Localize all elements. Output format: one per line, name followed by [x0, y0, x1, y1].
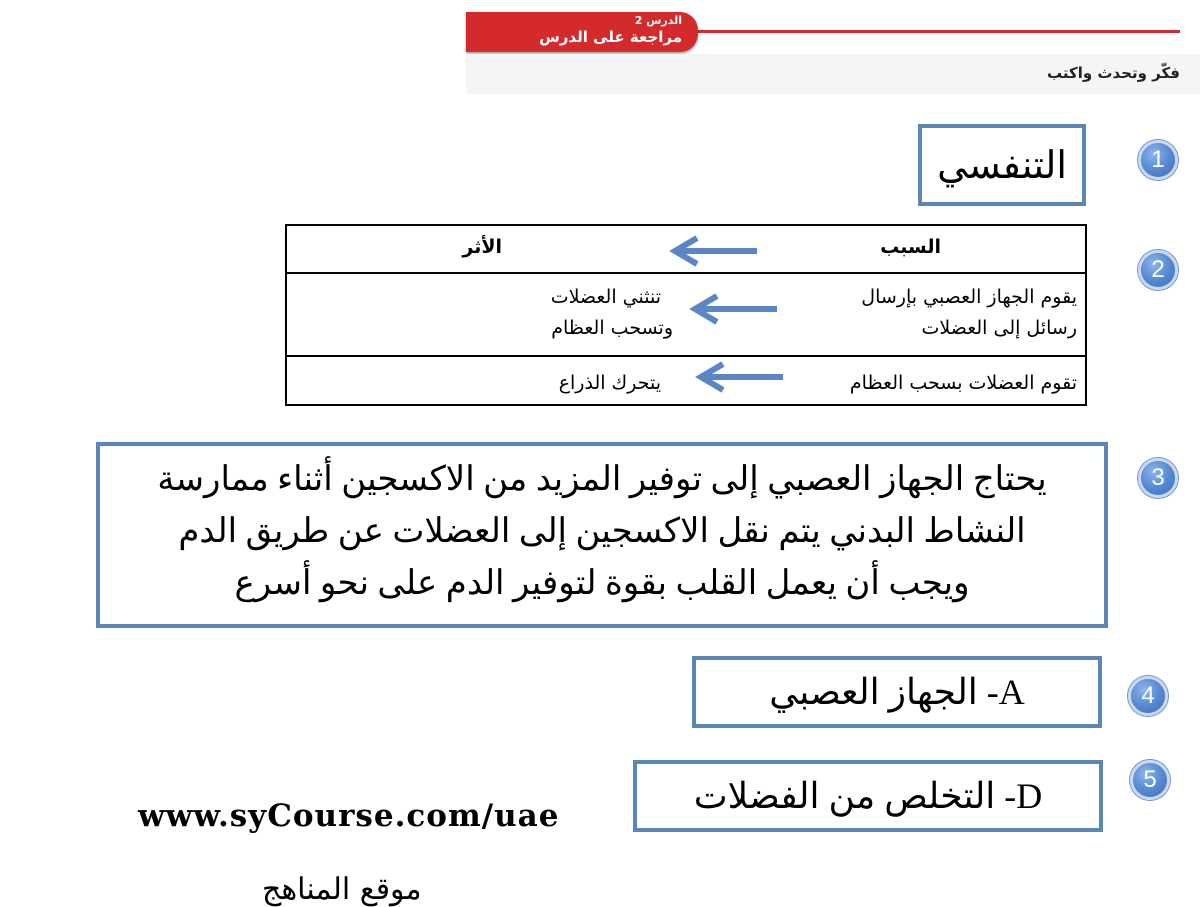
effect-line: تنثني العضلات	[550, 286, 661, 308]
header-cause: السبب	[880, 236, 941, 258]
left-arrow-icon	[687, 292, 779, 326]
section-subtitle: فكّر وتحدث واكتب	[1046, 64, 1180, 82]
table-divider	[287, 355, 1085, 357]
lesson-number: الدرس 2	[634, 14, 682, 27]
answer-box-4: A- الجهاز العصبي	[692, 656, 1102, 728]
question-number-badge: 3	[1138, 458, 1178, 498]
left-arrow-icon	[667, 234, 759, 268]
answer-box-3	[96, 442, 1108, 628]
cause-cell-2: تقوم العضلات بسحب العظام	[849, 372, 1077, 394]
answer-line: يحتاج الجهاز العصبي إلى توفير المزيد من الاكسجين أثناء ممارسة	[157, 461, 1047, 498]
header-rule	[690, 30, 1180, 33]
watermark-url: www.syCourse.com/uae	[138, 798, 560, 834]
question-number-badge: 4	[1128, 676, 1168, 716]
footer-site-name: موقع المناهج	[262, 872, 422, 907]
lesson-review-tab	[466, 12, 698, 52]
cause-line: رسائل إلى العضلات	[921, 317, 1077, 339]
left-arrow-icon	[693, 360, 785, 394]
effect-cell-1	[551, 282, 673, 344]
answer-line: ويجب أن يعمل القلب بقوة لتوفير الدم على نحو أسرع	[234, 565, 970, 602]
effect-cell-2: يتحرك الذراع	[558, 372, 661, 394]
answer-box-5: D- التخلص من الفضلات	[633, 760, 1103, 832]
answer-box-1: التنفسي	[918, 124, 1086, 206]
answer-line: النشاط البدني يتم نقل الاكسجين إلى العضلات عن طريق الدم	[178, 513, 1026, 550]
cause-line: يقوم الجهاز العصبي بإرسال	[861, 286, 1077, 308]
question-number-badge: 5	[1130, 760, 1170, 800]
effect-line: وتسحب العظام	[551, 317, 673, 339]
question-number-badge: 1	[1138, 140, 1178, 180]
question-number-badge: 2	[1138, 250, 1178, 290]
header-effect: الأثر	[462, 236, 502, 258]
lesson-review-title: مراجعة على الدرس	[539, 28, 682, 46]
cause-cell-1	[861, 282, 1077, 344]
table-divider	[287, 272, 1085, 274]
cause-effect-table	[285, 224, 1087, 406]
